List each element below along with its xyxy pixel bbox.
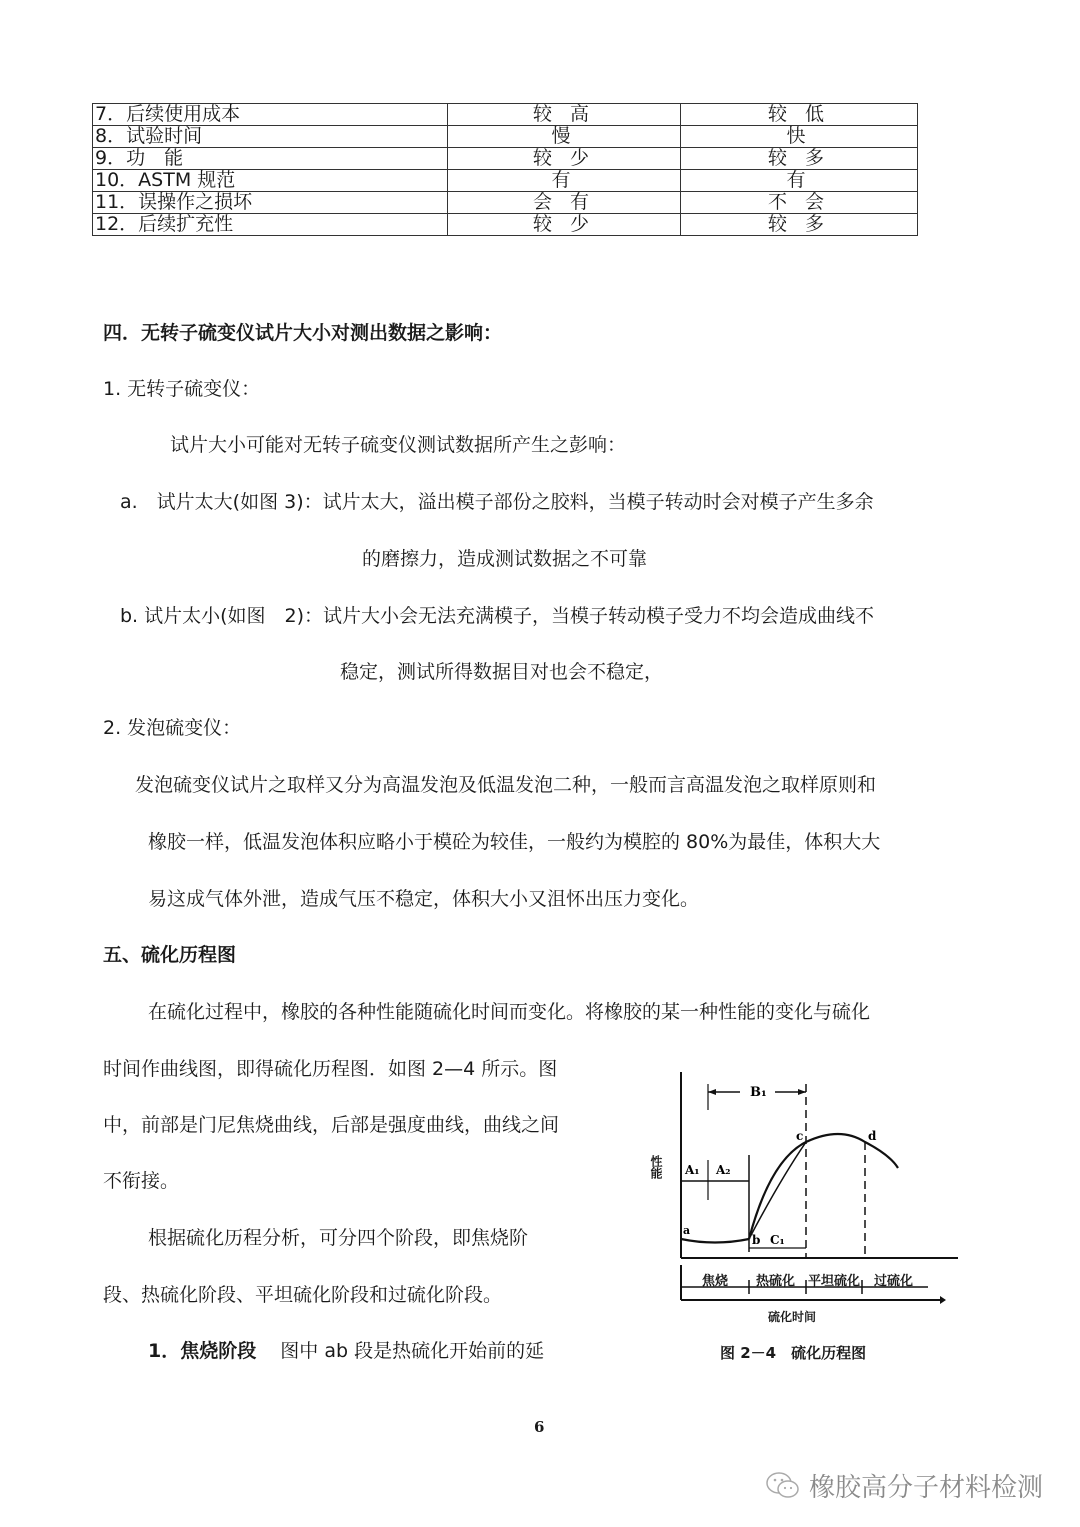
stage1-label: 1．焦烧阶段 (148, 1340, 257, 1362)
row-value-a: 会 有 (448, 192, 681, 214)
point-c: c (796, 1129, 804, 1143)
row-item: 11．误操作之损坏 (93, 192, 448, 214)
x-axis-label: 硫化时间 (768, 1310, 817, 1324)
section5-p1-line4: 不衔接。 (103, 1170, 180, 1192)
section4-b-line2: 稳定，测试所得数据目对也会不稳定， (340, 661, 664, 683)
watermark (765, 1467, 1043, 1504)
table-row (93, 104, 918, 126)
table-row (93, 170, 918, 192)
section4-heading: 四．无转子硫变仪试片大小对测出数据之影响： (103, 322, 503, 344)
label-A1: A₁ (685, 1163, 700, 1177)
section4-a-line1: a. 试片太大(如图 3)：试片太大，溢出模子部份之胶料，当模子转动时会对模子产生多余 (120, 491, 874, 513)
label-C1: C₁ (770, 1233, 785, 1247)
vulcanization-curve-figure (640, 1060, 960, 1380)
stage-scorch: 焦烧 (702, 1274, 729, 1289)
section5-p2-line2: 段、热硫化阶段、平坦硫化阶段和过硫化阶段。 (103, 1284, 503, 1306)
page-number: 6 (534, 1418, 545, 1436)
row-item: 9．功 能 (93, 148, 448, 170)
table-row (93, 192, 918, 214)
section4-p2-line1: 发泡硫变仪试片之取样又分为高温发泡及低温发泡二种，一般而言高温发泡之取样原则和 (135, 774, 877, 796)
section4-intro: 试片大小可能对无转子硫变仪测试数据所产生之彭响： (170, 434, 627, 456)
comparison-table (92, 103, 918, 236)
section5-p1-line3: 中，前部是门尼焦烧曲线，后部是强度曲线，曲线之间 (103, 1114, 560, 1136)
table-row (93, 148, 918, 170)
section4-item2: 2. 发泡硫变仪： (103, 717, 242, 739)
point-b: b (752, 1233, 761, 1247)
section5-stage1 (148, 1336, 544, 1363)
row-value-a: 较 少 (448, 214, 681, 236)
label-A2: A₂ (716, 1163, 731, 1177)
label-B1: B₁ (750, 1085, 767, 1100)
stage-heat-cure: 热硫化 (756, 1274, 796, 1289)
row-value-b: 有 (681, 170, 918, 192)
figure-caption: 图 2－4 硫化历程图 (720, 1344, 867, 1362)
stage1-text: 图中 ab 段是热硫化开始前的延 (280, 1340, 545, 1362)
section5-heading: 五、硫化历程图 (103, 944, 237, 966)
section5-p1-line1: 在硫化过程中，橡胶的各种性能随硫化时间而变化。将橡胶的某一种性能的变化与硫化 (148, 1001, 871, 1023)
row-value-b: 不 会 (681, 192, 918, 214)
row-value-a: 较 少 (448, 148, 681, 170)
point-a: a (683, 1224, 691, 1237)
y-axis-label: 性能 (649, 1155, 663, 1179)
table-row (93, 214, 918, 236)
stage-plateau-cure: 平坦硫化 (808, 1274, 861, 1289)
row-value-a: 慢 (448, 126, 681, 148)
row-item: 10．ASTM 规范 (93, 170, 448, 192)
row-value-b: 较 多 (681, 214, 918, 236)
stage-over-cure: 过硫化 (874, 1274, 914, 1289)
watermark-text: 橡胶高分子材料检测 (809, 1473, 1044, 1503)
section5-p1-line2: 时间作曲线图，即得硫化历程图．如图 2—4 所示。图 (103, 1058, 558, 1080)
row-value-a: 有 (448, 170, 681, 192)
point-d: d (868, 1129, 877, 1143)
row-value-a: 较 高 (448, 104, 681, 126)
section4-p2-line2: 橡胶一样，低温发泡体积应略小于模砼为较佳，一般约为模腔的 80%为最佳，体积大大 (148, 831, 881, 853)
section4-a-line2: 的磨擦力，造成测试数据之不可靠 (362, 548, 648, 570)
section4-b-line1: b. 试片太小(如图 2)：试片大小会无法充满模子，当模子转动模子受力不均会造成曲线不 (120, 605, 875, 627)
section5-p2-line1: 根据硫化历程分析，可分四个阶段，即焦烧阶 (148, 1227, 529, 1249)
row-item: 7．后续使用成本 (93, 104, 448, 126)
wechat-icon (765, 1470, 801, 1502)
section4-item1: 1. 无转子硫变仪： (103, 378, 261, 400)
table-row (93, 126, 918, 148)
row-value-b: 较 多 (681, 148, 918, 170)
row-item: 12．后续扩充性 (93, 214, 448, 236)
row-value-b: 较 低 (681, 104, 918, 126)
section4-p2-line3: 易这成气体外泄，造成气压不稳定，体积大小又沮怀出压力变化。 (148, 888, 700, 910)
row-item: 8．试验时间 (93, 126, 448, 148)
row-value-b: 快 (681, 126, 918, 148)
